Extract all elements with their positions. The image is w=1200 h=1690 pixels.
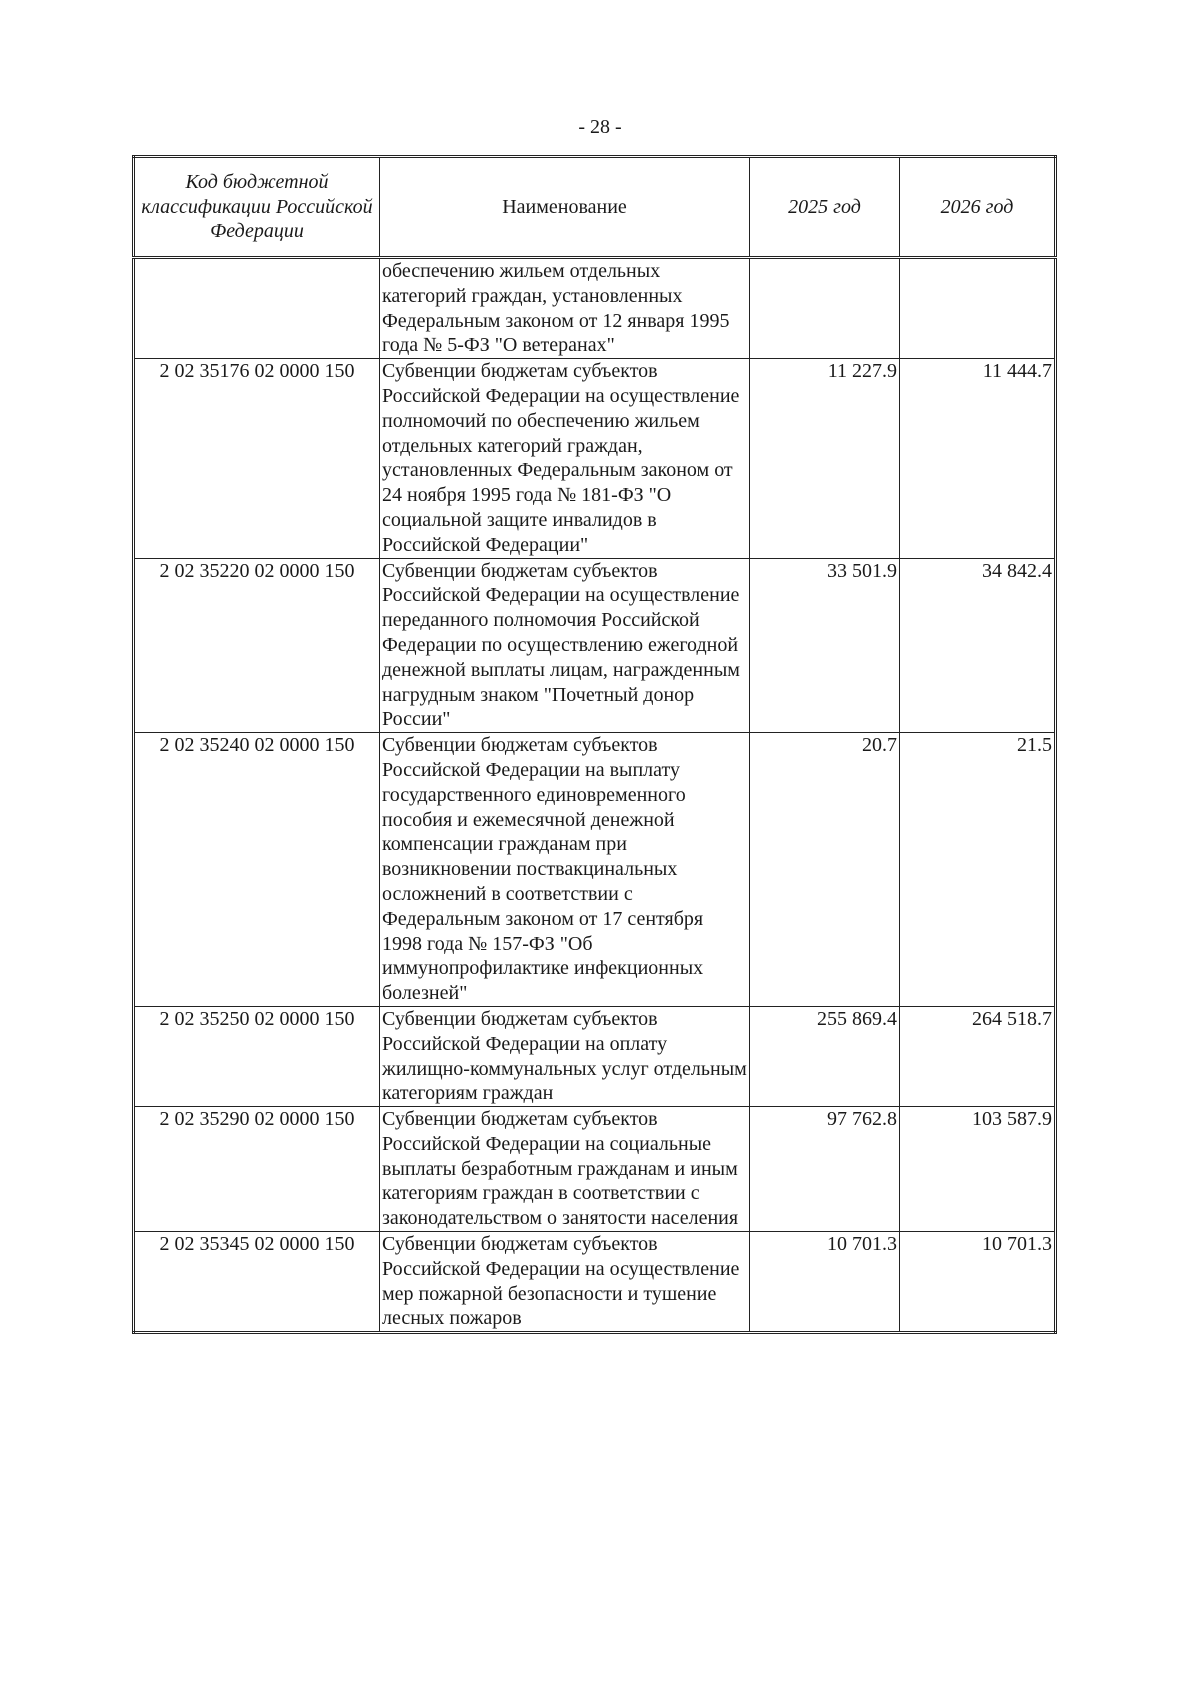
table-row (134, 1006, 1056, 1106)
header-code: Код бюджетной классификации Российской Федерации (134, 157, 380, 258)
row-code: 2 02 35220 02 0000 150 (134, 558, 380, 733)
row-code: 2 02 35345 02 0000 150 (134, 1232, 380, 1333)
row-value-2025: 97 762.8 (750, 1107, 900, 1232)
row-name: Субвенции бюджетам субъектов Российской Федерации на социальные выплаты безработным гражданам и иным категориям граждан в соответствии с законодательством о занятости населения (380, 1107, 750, 1232)
row-code (134, 258, 380, 359)
row-name: Субвенции бюджетам субъектов Российской Федерации на выплату государственного единовременного пособия и ежемесячной денежной компенсации гражданам при возникновении поствакцинальных осложнений в соответствии с Федеральным законом от 17 сентября 1998 года № 157-ФЗ "Об иммунопрофилактике инфекционных болезней" (380, 733, 750, 1007)
row-code: 2 02 35176 02 0000 150 (134, 359, 380, 558)
row-name: Субвенции бюджетам субъектов Российской Федерации на осуществление мер пожарной безопасности и тушение лесных пожаров (380, 1232, 750, 1333)
row-value-2025: 20.7 (750, 733, 900, 1007)
row-name: обеспечению жильем отдельных категорий граждан, установленных Федеральным законом от 12 января 1995 года № 5-ФЗ "О ветеранах" (380, 258, 750, 359)
row-name: Субвенции бюджетам субъектов Российской Федерации на осуществление переданного полномочия Российской Федерации по осуществлению ежегодной денежной выплаты лицам, награжденным нагрудным знаком "Почетный донор России" (380, 558, 750, 733)
row-value-2025: 11 227.9 (750, 359, 900, 558)
table-row (134, 1107, 1056, 1232)
row-value-2026: 103 587.9 (900, 1107, 1056, 1232)
budget-table (132, 155, 1057, 1334)
row-value-2025 (750, 258, 900, 359)
table-row (134, 359, 1056, 558)
row-code: 2 02 35240 02 0000 150 (134, 733, 380, 1007)
table-row (134, 1232, 1056, 1333)
header-name: Наименование (380, 157, 750, 258)
header-year-2025: 2025 год (750, 157, 900, 258)
row-value-2025: 255 869.4 (750, 1006, 900, 1106)
table-row (134, 733, 1056, 1007)
row-name: Субвенции бюджетам субъектов Российской Федерации на осуществление полномочий по обеспечению жильем отдельных категорий граждан, установленных Федеральным законом от 24 ноября 1995 года № 181-ФЗ "О социальной защите инвалидов в Российской Федерации" (380, 359, 750, 558)
row-value-2025: 33 501.9 (750, 558, 900, 733)
row-name: Субвенции бюджетам субъектов Российской Федерации на оплату жилищно-коммунальных услуг отдельным категориям граждан (380, 1006, 750, 1106)
row-value-2026: 11 444.7 (900, 359, 1056, 558)
table-row (134, 258, 1056, 359)
page-number: - 28 - (578, 116, 622, 138)
header-year-2026: 2026 год (900, 157, 1056, 258)
table-row (134, 558, 1056, 733)
row-value-2026: 21.5 (900, 733, 1056, 1007)
table-header-row (134, 157, 1056, 258)
row-code: 2 02 35290 02 0000 150 (134, 1107, 380, 1232)
row-value-2026 (900, 258, 1056, 359)
row-code: 2 02 35250 02 0000 150 (134, 1006, 380, 1106)
row-value-2025: 10 701.3 (750, 1232, 900, 1333)
row-value-2026: 10 701.3 (900, 1232, 1056, 1333)
row-value-2026: 264 518.7 (900, 1006, 1056, 1106)
row-value-2026: 34 842.4 (900, 558, 1056, 733)
